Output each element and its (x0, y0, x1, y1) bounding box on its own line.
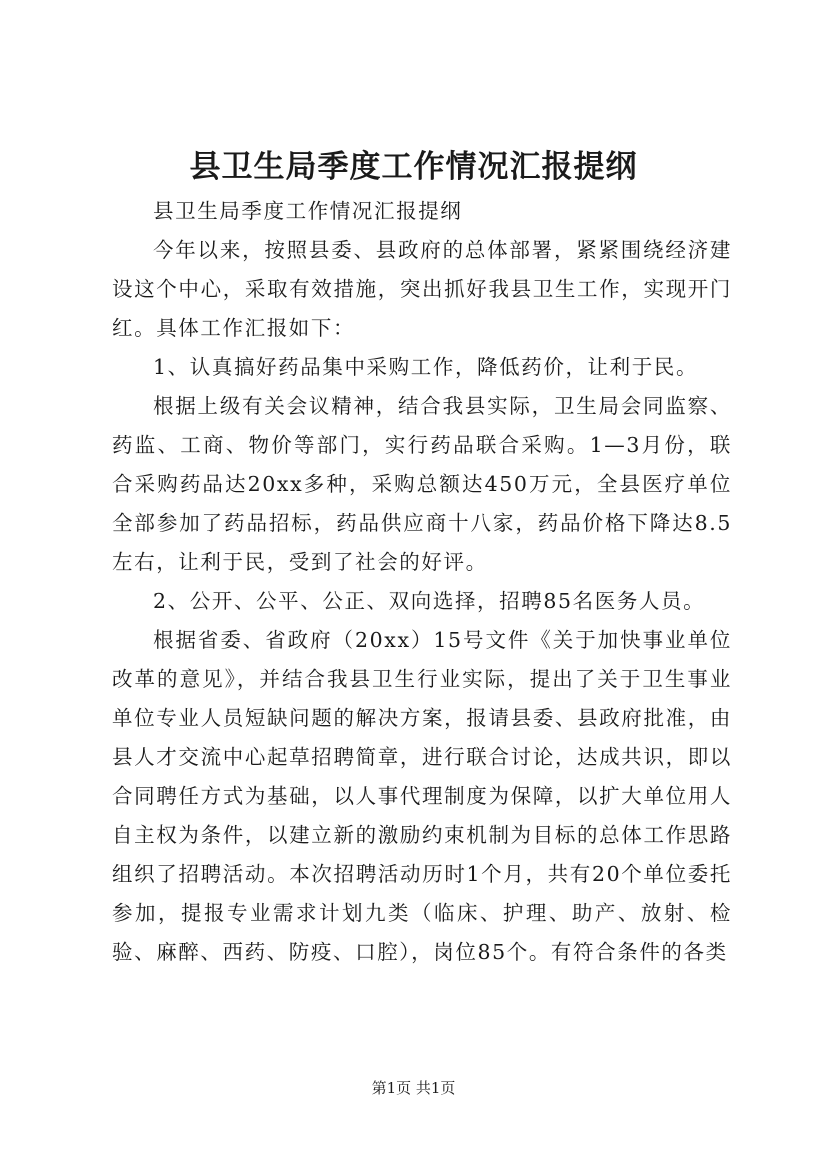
paragraph-section-1-body: 根据上级有关会议精神，结合我县实际，卫生局会同监察、药监、工商、物价等部门，实行药品联合采购。1—3月份，联合采购药品达20xx多种，采购总额达450万元，全县医疗单位全部参加了药品招标，药品供应商十八家，药品价格下降达8.5左右，让利于民，受到了社会的好评。 (112, 394, 732, 574)
paragraph-subtitle: 县卫生局季度工作情况汇报提纲 (153, 199, 463, 223)
document-body (112, 192, 732, 972)
page-footer: 第1页 共1页 (371, 1079, 456, 1097)
document-title: 县卫生局季度工作情况汇报提纲 (189, 149, 638, 185)
paragraph-section-1-heading: 1、认真搞好药品集中采购工作，降低药价，让利于民。 (153, 355, 699, 379)
paragraph-section-2-body: 根据省委、省政府（20xx）15号文件《关于加快事业单位改革的意见》，并结合我县卫生行业实际，提出了关于卫生事业单位专业人员短缺问题的解决方案，报请县委、县政府批准，由县人才交流中心起草招聘简章，进行联合讨论，达成共识，即以合同聘任方式为基础，以人事代理制度为保障，以扩大单位用人自主权为条件，以建立新的激励约束机制为目标的总体工作思路组织了招聘活动。本次招聘活动历时1个月，共有20个单位委托参加，提报专业需求计划九类（临床、护理、助产、放射、检验、麻醉、西药、防疫、口腔），岗位85个。有符合条件的各类 (112, 628, 732, 964)
paragraph-intro: 今年以来，按照县委、县政府的总体部署，紧紧围绕经济建设这个中心，采取有效措施，突出抓好我县卫生工作，实现开门红。具体工作汇报如下： (112, 238, 732, 340)
paragraph-section-2-heading: 2、公开、公平、公正、双向选择，招聘85名医务人员。 (153, 589, 706, 613)
